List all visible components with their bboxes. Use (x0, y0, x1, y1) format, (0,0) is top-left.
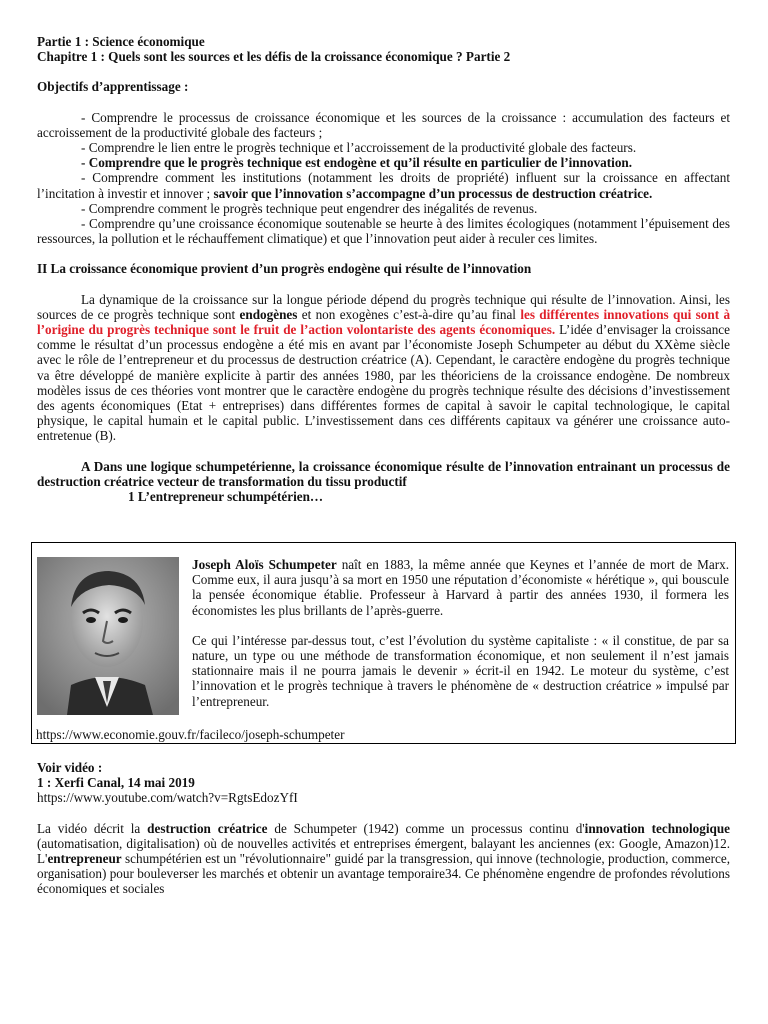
objectif-3: - Comprendre que le progrès technique est endogène et qu’il résulte en particulier de l’innovation. (81, 155, 633, 171)
p1-text-d: L’idée d’envisager la croissance comme le résultat d’un processus endogène a été mis en avant par l’économiste Joseph Schumpeter au début du XXème siècle avec le rôle de l’entrepreneur et du processus de destruction créatrice (A). Cependant, le caractère endogène du progrès technique va être développé de manière explicite à partir des années 1980, par les théoriciens de la croissance endogène. De nombreux modèles issus de ces théories vont montrer que le caractère endogène du progrès technique résulte des décisions d’investissement des agents économiques (Etat + entreprises) dans différentes formes de capital à savoir le capital technologique, le capital physique, le capital humain et le capital public. L’investissement dans ces différents capitaux va générer une croissance auto-entretenue (B). (37, 322, 730, 444)
video-desc-5: (automatisation, digitalisation) où de nouvelles activités et entreprises émergent, balayant les anciennes (ex: Google, Amazon)12. L' (37, 835, 730, 867)
document-page (37, 34, 730, 504)
bio-text-1: naît en 1883, la même année que Keynes et l’année de mort de Marx. Comme eux, il aura jusqu’à sa mort en 1950 une réputation d’économiste « hérétique », qui bouscule la pensée économique établie. Professeur à Harvard à partir des années 1930, il formera les économistes les plus brillants de l’après-guerre. (192, 557, 730, 618)
video-desc-entrepreneur: entrepreneur (47, 851, 122, 867)
p1-text-a: La dynamique de la croissance sur la longue période dépend du progrès technique qui résulte de l’innovation. Ainsi, les sources de ce progrès technique sont (37, 291, 730, 322)
section-2-title: II La croissance économique provient d’un progrès endogène qui résulte de l’innovation (37, 261, 532, 277)
p1-red-highlight: les différentes innovations qui sont à l’origine du progrès technique sont le fruit de l’action volontariste des agents économiques. (37, 306, 731, 338)
video-desc-3: de Schumpeter (1942) comme un processus continu d' (274, 820, 585, 836)
objectif-5: - Comprendre comment le progrès technique peut engendrer des inégalités de revenus. (81, 200, 538, 216)
schumpeter-name: Joseph Aloïs Schumpeter (192, 557, 337, 572)
objectif-6: - Comprendre qu’une croissance économique soutenable se heurte à des limites écologiques (notamment l’épuisement des ressources, la pollution et le réchauffement climatique) et que l’innovation peut aider à reculer ces limites. (37, 216, 730, 247)
video-desc-7: schumpétérien est un "révolutionnaire" guidé par la transgression, qui innove (technologie, production, commerce, organisation) pour bouleverser les marchés et obtenir un avantage temporaire34. Ce phénomène engendre de profondes révolutions économiques et sociales (37, 851, 731, 897)
video-desc-innovation: innovation technologique (584, 820, 731, 836)
p1-bold-endogenes: endogènes (239, 306, 298, 322)
subsection-a-title: A Dans une logique schumpetérienne, la croissance économique résulte de l’innovation entrainant un processus de destruction créatrice vecteur de transformation du tissu productif (37, 458, 730, 489)
partie-heading: Partie 1 : Science économique (37, 34, 205, 49)
portrait-photo (37, 557, 179, 715)
objectif-1: - Comprendre le processus de croissance économique et les sources de la croissance : accumulation des facteurs et accroissement de la productivité globale des facteurs ; (37, 109, 730, 140)
objectif-4-text: - Comprendre comment les institutions (notamment les droits de propriété) influent sur la croissance en affectant l’incitation à investir et innover ; (37, 170, 730, 201)
video-title: Voir vidéo : (37, 760, 103, 775)
chapitre-heading: Chapitre 1 : Quels sont les sources et les défis de la croissance économique ? Partie 2 (37, 49, 511, 65)
objectif-4-bold: savoir que l’innovation s’accompagne d’un processus de destruction créatrice. (213, 185, 653, 201)
bio-paragraph-2: Ce qui l’intéresse par-dessus tout, c’est l’évolution du système capitaliste : « il constitue, de par sa nature, un type ou une méthode de transformation économique, et non seulement il n’est jamais stationnaire mais il ne pourra jamais le devenir » écrit-il en 1942. Le moteur du système, c’est l’innovation et le progrès technique à travers le phénomène de « destruction créatrice » impulsé par l’entrepreneur. (192, 632, 729, 709)
objectifs-title: Objectifs d’apprentissage : (37, 79, 189, 95)
schumpeter-bio (192, 557, 729, 709)
youtube-link[interactable]: https://www.youtube.com/watch?v=RgtsEdozYfI (37, 790, 298, 806)
bio-paragraph-1 (192, 557, 729, 618)
section-2-paragraph (37, 292, 730, 444)
economie-gouv-link[interactable]: https://www.economie.gouv.fr/facileco/joseph-schumpeter (36, 727, 345, 742)
video-source: 1 : Xerfi Canal, 14 mai 2019 (37, 775, 195, 791)
video-section (37, 760, 730, 897)
portrait-drawing (37, 557, 179, 715)
p1-text-c: et non exogènes c’est-à-dire qu’au final (301, 306, 516, 322)
objectif-4 (37, 170, 730, 200)
subsection-1-title: 1 L’entrepreneur schumpétérien… (128, 489, 324, 505)
schumpeter-box (31, 542, 736, 744)
video-description (37, 821, 730, 897)
video-desc-1: La vidéo décrit la (37, 820, 141, 836)
video-desc-destruction: destruction créatrice (147, 820, 268, 836)
objectif-2: - Comprendre le lien entre le progrès technique et l’accroissement de la productivité globale des facteurs. (81, 140, 637, 156)
